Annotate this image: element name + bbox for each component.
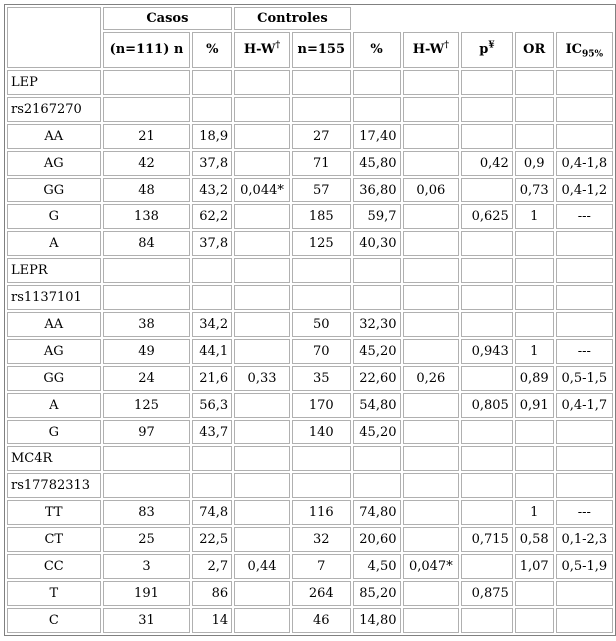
row-label: TT bbox=[7, 500, 101, 525]
ic-label: IC bbox=[565, 42, 582, 58]
casos-n-header: (n=111) n bbox=[103, 32, 191, 68]
table-cell bbox=[234, 312, 290, 337]
table-cell bbox=[461, 473, 513, 498]
table-cell bbox=[103, 70, 191, 95]
header-row-1 bbox=[7, 7, 613, 30]
table-cell: 32,30 bbox=[353, 312, 401, 337]
table-cell bbox=[403, 258, 460, 283]
table-cell bbox=[403, 97, 460, 122]
table-cell bbox=[234, 446, 290, 471]
table-cell bbox=[403, 393, 460, 418]
casos-pct-header: % bbox=[192, 32, 232, 68]
table-cell: 70 bbox=[292, 339, 351, 364]
table-cell: 21,6 bbox=[192, 366, 232, 391]
row-label: G bbox=[7, 204, 101, 229]
controles-header: Controles bbox=[234, 7, 351, 30]
table-cell: 1 bbox=[515, 204, 554, 229]
table-cell: 34,2 bbox=[192, 312, 232, 337]
table-cell bbox=[353, 97, 401, 122]
controles-hw-label: H-W bbox=[412, 42, 445, 58]
table-cell: 0,26 bbox=[403, 366, 460, 391]
table-cell: 21 bbox=[103, 124, 191, 149]
table-cell bbox=[461, 178, 513, 203]
table-cell: 138 bbox=[103, 204, 191, 229]
row-label: AA bbox=[7, 312, 101, 337]
table-cell bbox=[234, 151, 290, 176]
table-cell: 38 bbox=[103, 312, 191, 337]
table-row bbox=[7, 473, 613, 498]
table-cell bbox=[515, 231, 554, 256]
table-cell: 0,4-1,7 bbox=[556, 393, 613, 418]
table-cell: --- bbox=[556, 339, 613, 364]
casos-hw-label: H-W bbox=[243, 42, 276, 58]
table-cell: 48 bbox=[103, 178, 191, 203]
table-cell bbox=[103, 473, 191, 498]
table-cell bbox=[403, 124, 460, 149]
table-cell bbox=[103, 258, 191, 283]
table-row bbox=[7, 500, 613, 525]
row-label: rs17782313 bbox=[7, 473, 101, 498]
table-cell bbox=[234, 608, 290, 633]
table-row bbox=[7, 339, 613, 364]
ic-sub: 95% bbox=[582, 49, 604, 60]
table-cell: 0,805 bbox=[461, 393, 513, 418]
table-cell bbox=[234, 124, 290, 149]
p-value-header bbox=[461, 32, 513, 68]
table-cell bbox=[234, 339, 290, 364]
table-cell bbox=[403, 608, 460, 633]
table-cell: 42 bbox=[103, 151, 191, 176]
table-cell: 125 bbox=[292, 231, 351, 256]
table-cell bbox=[461, 554, 513, 579]
p-sup: ¥ bbox=[488, 41, 495, 52]
table-cell bbox=[353, 446, 401, 471]
table-cell: 1 bbox=[515, 500, 554, 525]
table-row bbox=[7, 178, 613, 203]
table-cell bbox=[556, 231, 613, 256]
table-row bbox=[7, 393, 613, 418]
table-cell: 1 bbox=[515, 339, 554, 364]
table-cell bbox=[461, 70, 513, 95]
table-cell: 0,5-1,5 bbox=[556, 366, 613, 391]
table-row bbox=[7, 366, 613, 391]
table-cell bbox=[353, 258, 401, 283]
table-cell bbox=[515, 608, 554, 633]
table-cell bbox=[515, 285, 554, 310]
table-cell: 170 bbox=[292, 393, 351, 418]
table-cell bbox=[192, 473, 232, 498]
table-cell bbox=[234, 285, 290, 310]
table-cell bbox=[292, 70, 351, 95]
table-row bbox=[7, 420, 613, 445]
table-cell bbox=[234, 420, 290, 445]
table-cell bbox=[353, 473, 401, 498]
table-cell bbox=[461, 446, 513, 471]
table-cell bbox=[403, 446, 460, 471]
table-cell bbox=[234, 393, 290, 418]
row-label: A bbox=[7, 231, 101, 256]
table-cell: 22,60 bbox=[353, 366, 401, 391]
table-cell bbox=[234, 473, 290, 498]
table-cell bbox=[556, 446, 613, 471]
table-cell bbox=[556, 420, 613, 445]
row-label: LEP bbox=[7, 70, 101, 95]
table-cell bbox=[461, 312, 513, 337]
table-row bbox=[7, 97, 613, 122]
row-label: CC bbox=[7, 554, 101, 579]
table-cell bbox=[403, 151, 460, 176]
table-cell: 0,42 bbox=[461, 151, 513, 176]
table-cell bbox=[403, 420, 460, 445]
table-cell: 62,2 bbox=[192, 204, 232, 229]
casos-hw-header bbox=[234, 32, 290, 68]
table-cell: 0,625 bbox=[461, 204, 513, 229]
row-label: A bbox=[7, 393, 101, 418]
table-cell: 20,60 bbox=[353, 527, 401, 552]
table-cell: 84 bbox=[103, 231, 191, 256]
table-cell: 0,4-1,2 bbox=[556, 178, 613, 203]
table-cell: 25 bbox=[103, 527, 191, 552]
table-cell: 0,044* bbox=[234, 178, 290, 203]
table-cell: 43,2 bbox=[192, 178, 232, 203]
table-cell: 56,3 bbox=[192, 393, 232, 418]
table-row bbox=[7, 124, 613, 149]
table-cell bbox=[353, 285, 401, 310]
table-row bbox=[7, 527, 613, 552]
table-cell: 0,1-2,3 bbox=[556, 527, 613, 552]
ic-header bbox=[556, 32, 613, 68]
table-cell bbox=[556, 258, 613, 283]
table-cell: 14 bbox=[192, 608, 232, 633]
table-cell bbox=[556, 285, 613, 310]
casos-header: Casos bbox=[103, 7, 233, 30]
controles-hw-header bbox=[403, 32, 460, 68]
table-cell bbox=[192, 97, 232, 122]
or-header: OR bbox=[515, 32, 554, 68]
table-cell bbox=[556, 70, 613, 95]
table-cell: 97 bbox=[103, 420, 191, 445]
row-label: rs1137101 bbox=[7, 285, 101, 310]
table-cell: 0,943 bbox=[461, 339, 513, 364]
table-cell: 0,4-1,8 bbox=[556, 151, 613, 176]
table-cell: 22,5 bbox=[192, 527, 232, 552]
table-cell bbox=[234, 231, 290, 256]
table-cell bbox=[234, 204, 290, 229]
table-cell: 36,80 bbox=[353, 178, 401, 203]
table-cell bbox=[192, 258, 232, 283]
row-label: rs2167270 bbox=[7, 97, 101, 122]
table-cell bbox=[192, 446, 232, 471]
table-row bbox=[7, 258, 613, 283]
table-cell: 0,875 bbox=[461, 581, 513, 606]
table-cell: 3 bbox=[103, 554, 191, 579]
table-cell bbox=[515, 312, 554, 337]
controles-n-header: n=155 bbox=[292, 32, 351, 68]
table-cell bbox=[234, 97, 290, 122]
table-cell: 2,7 bbox=[192, 554, 232, 579]
table-row bbox=[7, 554, 613, 579]
table-cell: 0,9 bbox=[515, 151, 554, 176]
table-cell bbox=[461, 285, 513, 310]
table-cell: 14,80 bbox=[353, 608, 401, 633]
table-cell: 0,5-1,9 bbox=[556, 554, 613, 579]
table-cell: 59,7 bbox=[353, 204, 401, 229]
table-row bbox=[7, 151, 613, 176]
table-cell: 18,9 bbox=[192, 124, 232, 149]
table-row bbox=[7, 446, 613, 471]
table-cell: 0,715 bbox=[461, 527, 513, 552]
table-cell: 50 bbox=[292, 312, 351, 337]
row-label: C bbox=[7, 608, 101, 633]
table-cell: 37,8 bbox=[192, 151, 232, 176]
table-cell: 86 bbox=[192, 581, 232, 606]
table-body bbox=[7, 7, 613, 633]
table-cell bbox=[292, 473, 351, 498]
table-cell bbox=[234, 500, 290, 525]
table-cell: 27 bbox=[292, 124, 351, 149]
table-cell: 43,7 bbox=[192, 420, 232, 445]
row-label: G bbox=[7, 420, 101, 445]
table-cell bbox=[461, 258, 513, 283]
table-cell bbox=[461, 608, 513, 633]
table-row bbox=[7, 312, 613, 337]
table-cell bbox=[292, 285, 351, 310]
table-cell: 45,20 bbox=[353, 420, 401, 445]
table-cell bbox=[403, 581, 460, 606]
table-cell bbox=[403, 500, 460, 525]
table-cell bbox=[192, 70, 232, 95]
table-cell bbox=[292, 258, 351, 283]
genotype-frequency-table bbox=[4, 4, 616, 636]
row-label: GG bbox=[7, 178, 101, 203]
table-cell bbox=[353, 70, 401, 95]
table-cell: 191 bbox=[103, 581, 191, 606]
table-row bbox=[7, 608, 613, 633]
table-cell: 24 bbox=[103, 366, 191, 391]
table-cell: 264 bbox=[292, 581, 351, 606]
table-cell bbox=[403, 231, 460, 256]
table-cell bbox=[461, 231, 513, 256]
table-cell bbox=[556, 581, 613, 606]
table-cell bbox=[234, 527, 290, 552]
table-cell bbox=[403, 285, 460, 310]
table-cell: --- bbox=[556, 204, 613, 229]
table-cell bbox=[234, 258, 290, 283]
table-cell bbox=[292, 446, 351, 471]
table-cell bbox=[403, 312, 460, 337]
table-cell bbox=[515, 473, 554, 498]
table-cell bbox=[234, 70, 290, 95]
row-label: LEPR bbox=[7, 258, 101, 283]
table-cell: 140 bbox=[292, 420, 351, 445]
table-cell: 4,50 bbox=[353, 554, 401, 579]
table-cell: 0,91 bbox=[515, 393, 554, 418]
table-cell bbox=[515, 124, 554, 149]
table-row bbox=[7, 204, 613, 229]
table-cell: --- bbox=[556, 500, 613, 525]
controles-pct-header: % bbox=[353, 32, 401, 68]
table-cell: 0,89 bbox=[515, 366, 554, 391]
table-cell bbox=[515, 420, 554, 445]
table-row bbox=[7, 285, 613, 310]
table-cell bbox=[403, 473, 460, 498]
table-cell: 49 bbox=[103, 339, 191, 364]
row-label: GG bbox=[7, 366, 101, 391]
table-cell bbox=[403, 527, 460, 552]
table-cell bbox=[556, 608, 613, 633]
controles-hw-sup: † bbox=[444, 41, 449, 52]
table-cell: 0,73 bbox=[515, 178, 554, 203]
table-cell: 0,58 bbox=[515, 527, 554, 552]
table-cell bbox=[515, 446, 554, 471]
table-cell bbox=[556, 312, 613, 337]
table-cell: 74,8 bbox=[192, 500, 232, 525]
table-cell bbox=[103, 285, 191, 310]
row-label: AG bbox=[7, 151, 101, 176]
table-cell: 74,80 bbox=[353, 500, 401, 525]
table-cell: 46 bbox=[292, 608, 351, 633]
table-cell: 32 bbox=[292, 527, 351, 552]
row-label: CT bbox=[7, 527, 101, 552]
table-cell bbox=[515, 97, 554, 122]
table-cell: 40,30 bbox=[353, 231, 401, 256]
table-row bbox=[7, 70, 613, 95]
table-cell bbox=[103, 97, 191, 122]
table-cell: 37,8 bbox=[192, 231, 232, 256]
table-cell: 116 bbox=[292, 500, 351, 525]
table-cell bbox=[515, 581, 554, 606]
table-cell bbox=[461, 500, 513, 525]
table-cell bbox=[556, 124, 613, 149]
table-cell bbox=[461, 124, 513, 149]
table-cell: 71 bbox=[292, 151, 351, 176]
table-cell: 0,047* bbox=[403, 554, 460, 579]
table-cell bbox=[515, 258, 554, 283]
table-cell bbox=[403, 204, 460, 229]
table-row bbox=[7, 231, 613, 256]
table-cell: 57 bbox=[292, 178, 351, 203]
table-cell: 35 bbox=[292, 366, 351, 391]
table-cell bbox=[234, 581, 290, 606]
table-cell bbox=[515, 70, 554, 95]
casos-hw-sup: † bbox=[275, 41, 281, 52]
table-cell bbox=[403, 70, 460, 95]
table-cell bbox=[403, 339, 460, 364]
table-cell bbox=[556, 97, 613, 122]
header-corner-cell bbox=[7, 7, 101, 68]
table-cell: 0,44 bbox=[234, 554, 290, 579]
table-cell: 45,20 bbox=[353, 339, 401, 364]
table-cell bbox=[292, 97, 351, 122]
table-cell: 54,80 bbox=[353, 393, 401, 418]
row-label: T bbox=[7, 581, 101, 606]
table-cell: 85,20 bbox=[353, 581, 401, 606]
table-cell: 45,80 bbox=[353, 151, 401, 176]
row-label: AG bbox=[7, 339, 101, 364]
table-cell: 1,07 bbox=[515, 554, 554, 579]
table-cell: 83 bbox=[103, 500, 191, 525]
table-cell: 17,40 bbox=[353, 124, 401, 149]
table-cell bbox=[461, 366, 513, 391]
table-cell bbox=[192, 285, 232, 310]
row-label: MC4R bbox=[7, 446, 101, 471]
table-cell: 7 bbox=[292, 554, 351, 579]
row-label: AA bbox=[7, 124, 101, 149]
table-cell: 0,06 bbox=[403, 178, 460, 203]
table-cell: 185 bbox=[292, 204, 351, 229]
table-cell: 44,1 bbox=[192, 339, 232, 364]
table-cell: 0,33 bbox=[234, 366, 290, 391]
table-cell bbox=[103, 446, 191, 471]
table-cell: 125 bbox=[103, 393, 191, 418]
p-label: p bbox=[479, 42, 489, 58]
table-cell: 31 bbox=[103, 608, 191, 633]
table-cell bbox=[556, 473, 613, 498]
table-cell bbox=[461, 97, 513, 122]
table-cell bbox=[461, 420, 513, 445]
table-row bbox=[7, 581, 613, 606]
